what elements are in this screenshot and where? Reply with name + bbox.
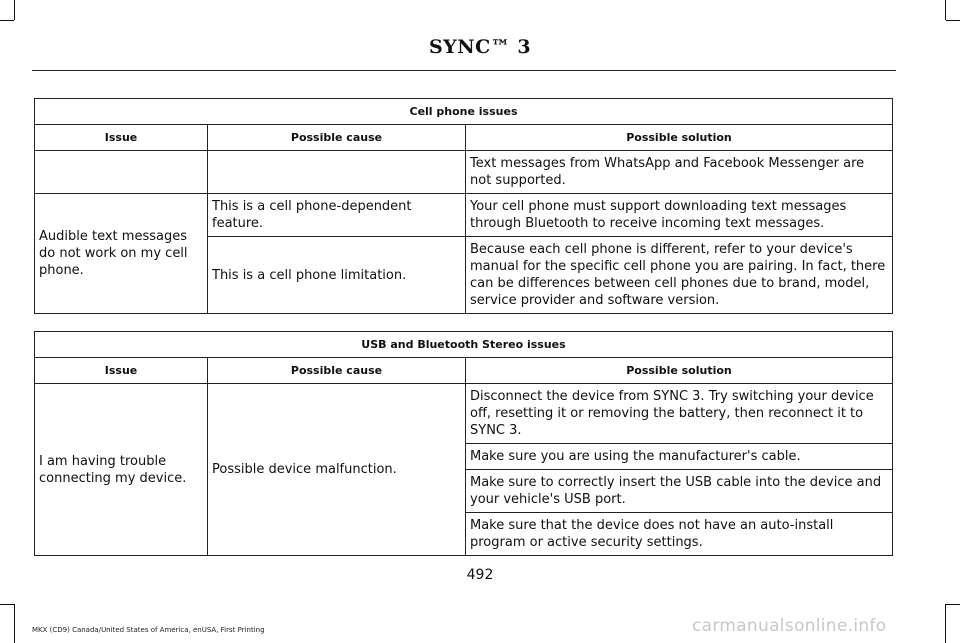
solution-cell: Make sure to correctly insert the USB cable into the device and your vehicle's USB port. (466, 470, 893, 513)
solution-cell: Make sure that the device does not have an auto-install program or active security settings. (466, 513, 893, 556)
column-header-cause: Possible cause (208, 125, 466, 151)
column-header-solution: Possible solution (466, 125, 893, 151)
column-header-issue: Issue (35, 125, 208, 151)
issue-cell-empty (35, 151, 208, 194)
solution-cell: Because each cell phone is different, refer to your device's manual for the specific cell phone you are pairing. In fact, there can be differences between cell phones due to brand, model, service provider and software version. (466, 237, 893, 314)
table-caption: USB and Bluetooth Stereo issues (35, 332, 893, 358)
crop-mark (14, 604, 15, 643)
cause-cell: This is a cell phone limitation. (208, 237, 466, 314)
column-header-solution: Possible solution (466, 358, 893, 384)
cause-cell: This is a cell phone-dependent feature. (208, 194, 466, 237)
page-title: SYNC™ 3 (428, 36, 532, 58)
crop-mark (0, 20, 14, 21)
usb-bluetooth-issues-table (34, 331, 893, 556)
crop-mark (945, 604, 946, 643)
cause-cell-empty (208, 151, 466, 194)
crop-mark (946, 604, 960, 605)
title-divider (32, 70, 896, 71)
table-row (35, 194, 893, 237)
watermark: carmanualsonline.info (692, 616, 887, 636)
solution-cell: Text messages from WhatsApp and Facebook Messenger are not supported. (466, 151, 893, 194)
cause-cell: Possible device malfunction. (208, 384, 466, 556)
solution-cell: Disconnect the device from SYNC 3. Try switching your device off, resetting it or removing the battery, then reconnect it to SYNC 3. (466, 384, 893, 444)
crop-mark (0, 604, 14, 605)
column-header-issue: Issue (35, 358, 208, 384)
solution-cell: Your cell phone must support downloading text messages through Bluetooth to receive incoming text messages. (466, 194, 893, 237)
cell-phone-issues-table (34, 98, 893, 314)
column-header-cause: Possible cause (208, 358, 466, 384)
edition-footer: MKX (CD9) Canada/United States of America, enUSA, First Printing (32, 626, 265, 634)
table-row (35, 384, 893, 444)
table-row (35, 151, 893, 194)
crop-mark (14, 0, 15, 20)
table-caption: Cell phone issues (35, 99, 893, 125)
issue-cell: Audible text messages do not work on my cell phone. (35, 194, 208, 314)
crop-mark (945, 0, 946, 20)
solution-cell: Make sure you are using the manufacturer's cable. (466, 444, 893, 470)
crop-mark (946, 20, 960, 21)
issue-cell: I am having trouble connecting my device. (35, 384, 208, 556)
page-number: 492 (466, 567, 494, 583)
